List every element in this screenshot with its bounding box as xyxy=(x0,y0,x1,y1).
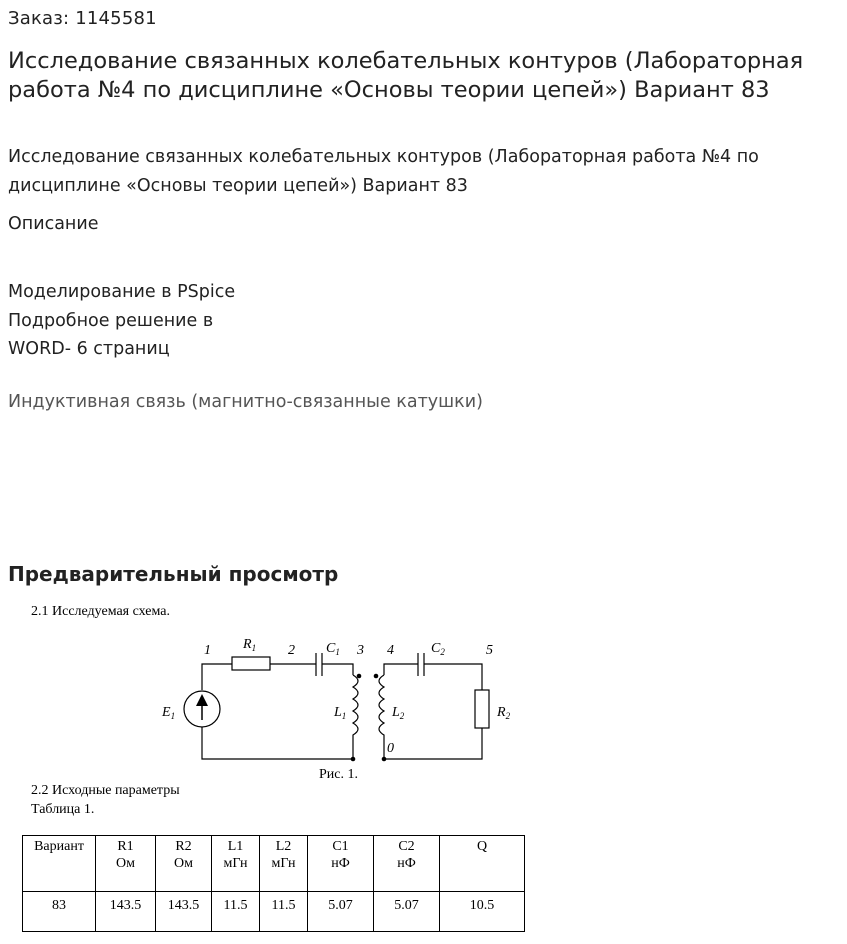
inductor-l1 xyxy=(353,675,358,745)
node-label: 4 xyxy=(387,643,394,658)
l2-label: $L_2$ xyxy=(392,705,405,721)
description-line: WORD- 6 страниц xyxy=(8,339,170,360)
table-cell: 11.5 xyxy=(260,892,308,932)
wire xyxy=(384,664,418,675)
junction-dot xyxy=(382,757,387,762)
description-line: Подробное решение в xyxy=(8,310,214,331)
parameters-table xyxy=(22,835,525,932)
table-cell: 5.07 xyxy=(374,892,440,932)
e1-label: $E_1$ xyxy=(162,705,176,721)
figure-caption: Рис. 1. xyxy=(319,767,358,782)
wire xyxy=(202,664,232,690)
wire xyxy=(424,664,482,690)
table-caption: Таблица 1. xyxy=(31,802,95,817)
table-header-cell: C2 нФ xyxy=(374,836,440,892)
table-header-cell: L2 мГн xyxy=(260,836,308,892)
l1-label: $L_1$ xyxy=(334,705,347,721)
node-label: 3 xyxy=(357,643,364,658)
section-params-caption: 2.2 Исходные параметры xyxy=(31,783,180,798)
table-header-cell: L1 мГн xyxy=(212,836,260,892)
table-cell: 10.5 xyxy=(440,892,525,932)
node-label: 5 xyxy=(486,643,493,658)
wire xyxy=(384,728,482,759)
junction-dot xyxy=(351,757,356,762)
table-row xyxy=(23,892,525,932)
table-header-cell: Вариант xyxy=(23,836,96,892)
table-header-row xyxy=(23,836,525,892)
table-cell: 83 xyxy=(23,892,96,932)
table-cell: 5.07 xyxy=(308,892,374,932)
table-header-cell: C1 нФ xyxy=(308,836,374,892)
c1-label: $C_1$ xyxy=(326,641,340,657)
description-label: Описание xyxy=(8,214,99,234)
page-subtitle: Исследование связанных колебательных контуров (Лабораторная работа №4 по дисциплине «Основы теории цепей») Вариант 83 xyxy=(8,147,759,196)
c2-label: $C_2$ xyxy=(431,641,445,657)
polarity-dot xyxy=(357,674,362,679)
node-label: 0 xyxy=(387,741,394,756)
resistor-r1 xyxy=(232,657,270,670)
wire xyxy=(322,664,353,675)
description-note: Индуктивная связь (магнитно-связанные катушки) xyxy=(8,392,483,412)
node-label: 1 xyxy=(204,643,211,658)
table-cell: 11.5 xyxy=(212,892,260,932)
table-cell: 143.5 xyxy=(96,892,156,932)
r2-label: $R_2$ xyxy=(497,705,511,721)
section-scheme-caption: 2.1 Исследуемая схема. xyxy=(31,604,170,619)
preview-heading: Предварительный просмотр xyxy=(8,562,339,586)
order-number: Заказ: 1145581 xyxy=(8,8,157,29)
page-title: Исследование связанных колебательных контуров (Лабораторная работа №4 по дисциплине «Основы теории цепей») Вариант 83 xyxy=(8,48,804,103)
table-header-cell: R2 Ом xyxy=(156,836,212,892)
wire xyxy=(202,727,353,759)
table-cell: 143.5 xyxy=(156,892,212,932)
inductor-l2 xyxy=(379,675,384,745)
table-header-cell: R1 Ом xyxy=(96,836,156,892)
table-header-cell: Q xyxy=(440,836,525,892)
polarity-dot xyxy=(374,674,379,679)
node-label: 2 xyxy=(288,643,295,658)
description-line: Моделирование в PSpice xyxy=(8,282,236,302)
source-arrowhead-icon xyxy=(196,694,208,706)
r1-label: $R_1$ xyxy=(243,637,257,653)
resistor-r2 xyxy=(475,690,489,728)
